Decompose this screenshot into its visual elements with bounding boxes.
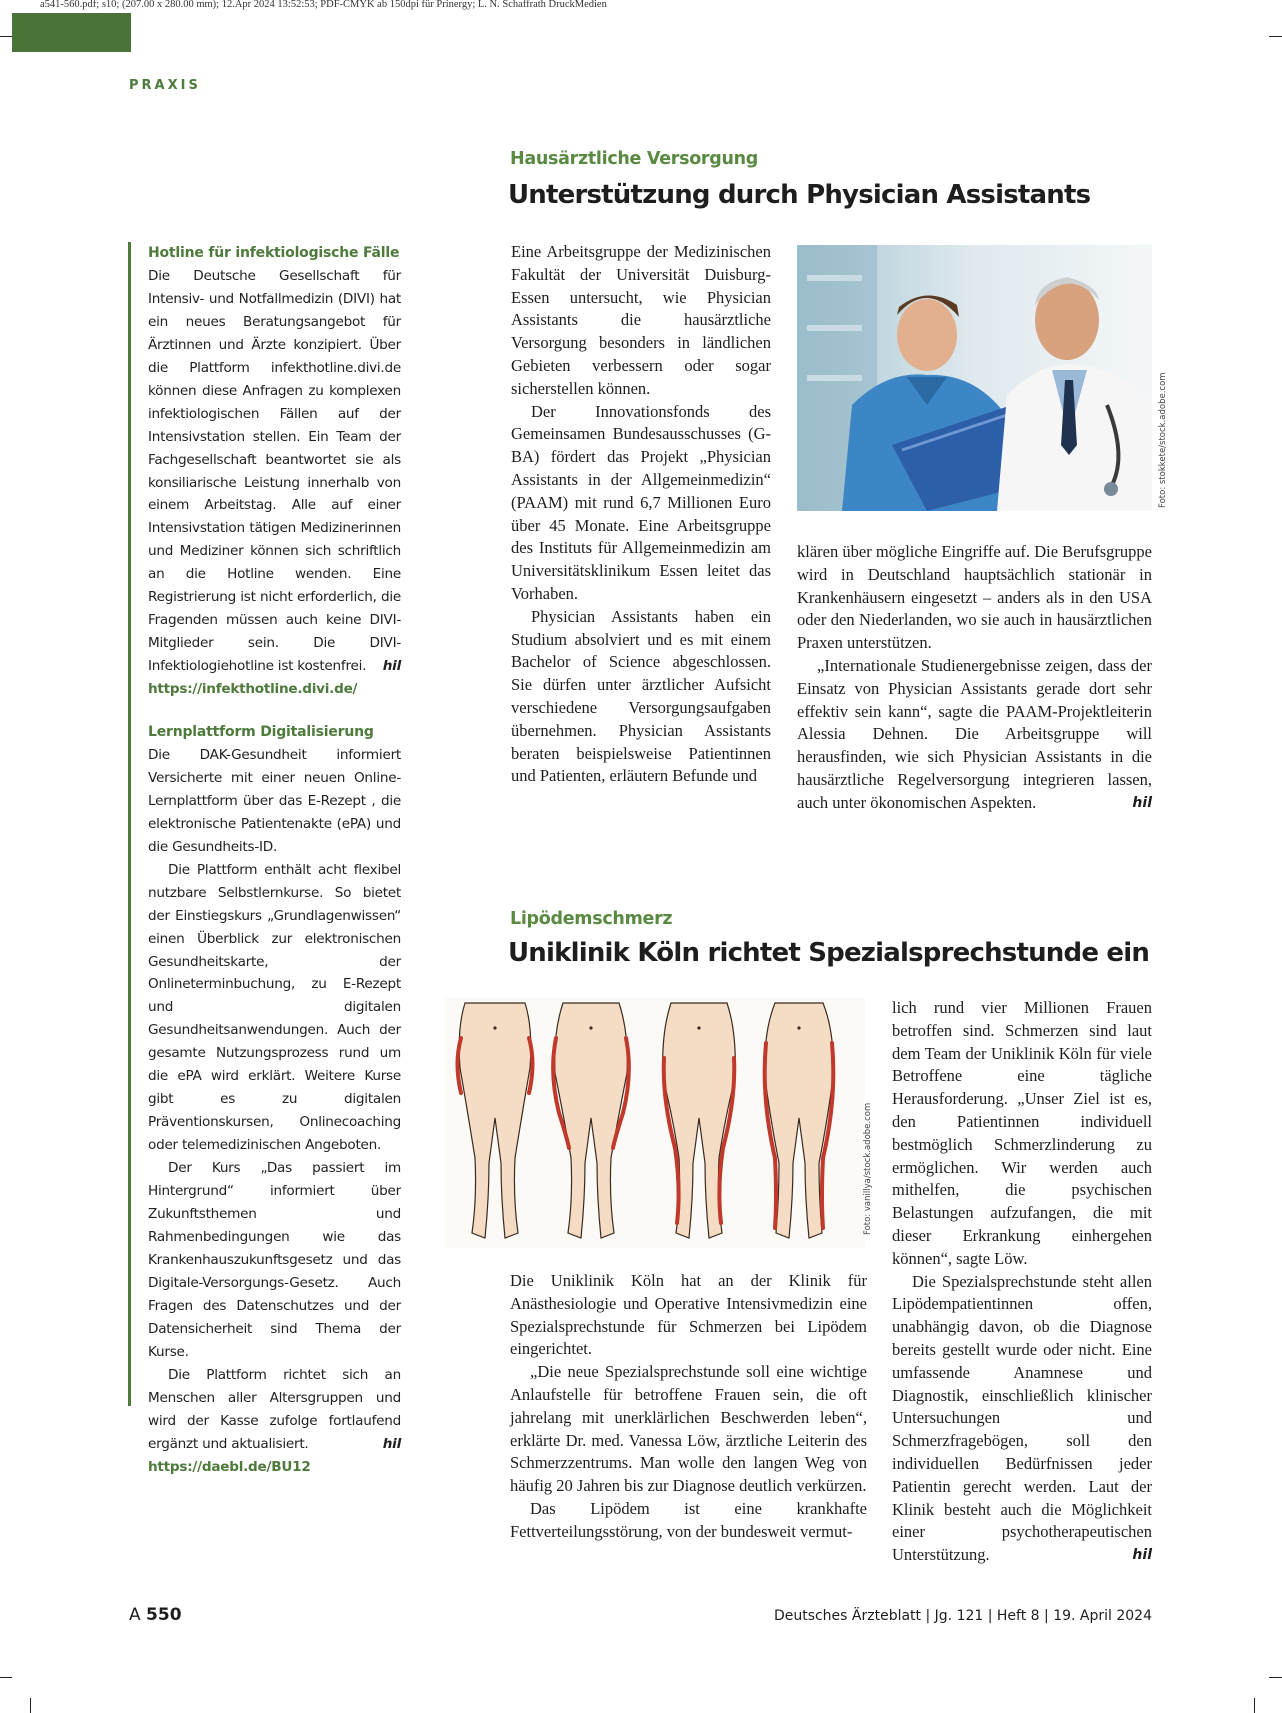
photo-credit: Foto: vanillya/stock.adobe.com	[863, 1102, 873, 1235]
paragraph: Die Spezialsprechstunde steht allen Lipödempatientinnen offen, unabhängig davon, ob die Diagnose bereits gestellt wurde oder nicht. Eine umfassende Anamnese und Diagnostik, einschließlich klinischer Untersuchungen und Schmerzfragebögen, soll den individuellen Bedürfnissen jeder Patientin gerecht werden. Laut der Klinik besteht auch die Möglichkeit einer psychotherapeutischen Unterstützung. hil	[892, 1271, 1152, 1567]
photo-doctor-assistant	[797, 245, 1152, 511]
paragraph: Physician Assistants haben ein Studium absolviert und es mit einem Bachelor of Science abgeschlossen. Sie dürfen unter ärztlicher Aufsicht verschiedene Versorgungsaufgaben übernehmen. Physician Assistants beraten beispielsweise Patientinnen und Patienten, erläutern Befunde und	[511, 606, 771, 786]
paragraph: Eine Arbeitsgruppe der Medizinischen Fakultät der Universität Duisburg-Essen untersucht, wie Physician Assistants die hausärztliche Versorgung besonders in ländlichen Gebieten verbessern oder sogar sicherstellen können.	[511, 242, 771, 398]
author-tag: hil	[1132, 1547, 1152, 1564]
section-label: PRAXIS	[129, 78, 201, 93]
page-number: A 550	[129, 1605, 182, 1625]
article-kicker: Lipödemschmerz	[510, 909, 673, 929]
photo-credit: Foto: stokkete/stock.adobe.com	[1158, 372, 1168, 508]
author-tag: hil	[1132, 794, 1152, 811]
sidebar-item-title: Lernplattform Digitalisierung	[148, 724, 374, 740]
crop-mark	[30, 1698, 31, 1713]
sidebar-item-text: Die Plattform enthält acht flexibel nutzbare Selbstlernkurse. So bietet der Einstiegskurs „Grundlagenwissen“ einen Überblick zur elektronischen Gesundheitskarte, der Onlineterminbuchung, zu E-Rezept und digitalen Gesundheitsanwendungen. Auch der gesamte Nutzungsprozess rund um die ePA wird erklärt. Weitere Kurse gibt es zu digitalen Präventionskursen, Onlinecoaching oder telemedizinischen Angeboten.	[148, 861, 401, 1154]
crop-mark	[1269, 1677, 1282, 1678]
paragraph: Das Lipödem ist eine krankhafte Fettverteilungsstörung, von der bundesweit vermut-	[510, 1498, 867, 1541]
sidebar-link[interactable]: https://infekthotline.divi.de/	[148, 681, 358, 698]
crop-mark	[1254, 1698, 1255, 1713]
crop-mark	[0, 1677, 12, 1678]
sidebar-item-lernplattform	[148, 721, 401, 1478]
article-headline: Unterstützung durch Physician Assistants	[508, 180, 1091, 210]
paragraph: klären über mögliche Eingriffe auf. Die Berufsgruppe wird in Deutschland hauptsächlich stationär in Krankenhäusern eingesetzt – anders als in den USA oder den Niederlanden, wo sie auch in hausärztlichen Praxen unterstützen.	[797, 542, 1152, 653]
article-headline: Uniklinik Köln richtet Spezialsprechstunde ein	[508, 938, 1150, 968]
sidebar-item-text: Der Kurs „Das passiert im Hintergrund“ informiert über Zukunftsthemen und Rahmenbedingungen wie das Krankenhauszukunftsgesetz und das Digitale-Versorgungs-Gesetz. Auch Fragen des Datenschutzes und der Datensicherheit sind Thema der Kurse.	[148, 1160, 401, 1360]
sidebar-item-text: Die DAK-Gesundheit informiert Versicherte mit einer neuen Online-Lernplattform über das E-Rezept , die elektronische Patientenakte (ePA) und die Gesundheits-ID.	[148, 746, 401, 855]
sidebar-item-text: Die Plattform richtet sich an Menschen aller Altersgruppen und wird der Kasse zufolge fortlaufend ergänzt und aktualisiert. hil	[148, 1364, 401, 1456]
sidebar-item-text: Die Deutsche Gesellschaft für Intensiv- und Notfallmedizin (DIVI) hat ein neues Beratungsangebot für Ärztinnen und Ärzte konzipiert. Über die Plattform infekthotline.divi.de können diese Anfragen zu komplexen infektiologischen Fällen auf der Intensivstation stellen. Ein Team der Fachgesellschaft beantwortet sie als konsiliarische Leistung innerhalb von einem Arbeitstag. Alle auf einer Intensivstation tätigen Medizinerinnen und Mediziner können sich schriftlich an die Hotline wenden. Eine Registrierung ist nicht erforderlich, die Fragenden müssen auch keine DIVI-Mitglieder sein. Die DIVI-Infektiologiehotline ist kostenfrei. hil	[148, 265, 401, 678]
author-tag: hil	[382, 658, 401, 675]
paragraph: Die Uniklinik Köln hat an der Klinik für Anästhesiologie und Operative Intensivmedizin eine Spezialsprechstunde für Schmerzen bei Lipödem eingerichtet.	[510, 1271, 867, 1359]
color-bar	[12, 13, 131, 52]
article-column	[510, 1270, 867, 1544]
article-column	[797, 541, 1152, 815]
paragraph: lich rund vier Millionen Frauen betroffen sind. Schmerzen sind laut dem Team der Uniklinik Köln für viele Betroffene eine tägliche Herausforderung. „Unser Ziel ist es, den Patientinnen individuell bestmöglich Schmerzlinderung zu ermöglichen. Wir werden auch mithelfen, die psychischen Belastungen aufzufangen, die mit dieser Erkrankung einhergehen können“, sagte Löw.	[892, 998, 1152, 1268]
sidebar-link[interactable]: https://daebl.de/BU12	[148, 1458, 311, 1475]
article-kicker: Hausärztliche Versorgung	[510, 149, 759, 169]
sidebar	[128, 242, 401, 1475]
paragraph: „Die neue Spezialsprechstunde soll eine wichtige Anlaufstelle für betroffene Frauen sein, die oft jahrelang mit unerklärlichen Beschwerden leben“, erklärte Dr. med. Vanessa Löw, ärztliche Leiterin des Schmerzzentrums. Man wolle den langen Weg von häufig 20 Jahren bis zur Diagnose deutlich verkürzen.	[510, 1362, 867, 1496]
article-column	[511, 241, 771, 788]
photo-illustration	[797, 245, 1152, 511]
crop-mark	[0, 36, 12, 37]
sidebar-item-title: Hotline für infektiologische Fälle	[148, 245, 400, 261]
legs-diagram	[445, 998, 865, 1248]
journal-info: Deutsches Ärzteblatt | Jg. 121 | Heft 8 | 19. April 2024	[773, 1608, 1152, 1624]
print-slug: a541-560.pdf; s10; (207.00 x 280.00 mm); 12.Apr 2024 13:52:53; PDF-CMYK ab 150dpi für Prinergy; L. N. Schaffrath DruckMedien	[40, 0, 607, 10]
crop-mark	[1269, 36, 1282, 37]
lipedema-illustration	[445, 998, 865, 1248]
paragraph: „Internationale Studienergebnisse zeigen, dass der Einsatz von Physician Assistants gerade dort sehr effektiv sein kann“, sagte die PAAM-Projektleiterin Alessia Dehnen. Die Arbeitsgruppe will herausfinden, wie sich Physician Assistants in die hausärztliche Regelversorgung integrieren lassen, auch unter ökonomischen Aspekten. hil	[797, 655, 1152, 815]
paragraph: Der Innovationsfonds des Gemeinsamen Bundesausschusses (G-BA) fördert das Projekt „Physician Assistants in der Allgemeinmedizin“ (PAAM) mit rund 6,7 Millionen Euro über 45 Monate. Eine Arbeitsgruppe des Instituts für Allgemeinmedizin am Universitätsklinikum Essen leitet das Vorhaben.	[511, 401, 771, 603]
sidebar-item-hotline	[148, 242, 401, 701]
article-column	[892, 997, 1152, 1567]
author-tag: hil	[382, 1435, 401, 1452]
